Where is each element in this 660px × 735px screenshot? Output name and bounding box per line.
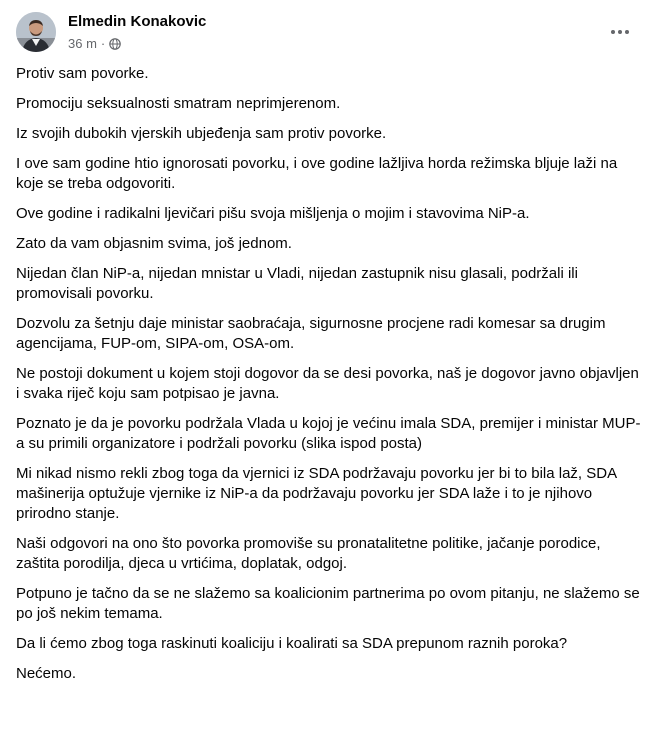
post-header xyxy=(16,12,644,56)
more-options-button[interactable] xyxy=(606,18,634,46)
profile-photo xyxy=(16,12,56,52)
post-paragraph: Protiv sam povorke. xyxy=(16,65,149,82)
post-paragraph: Da li ćemo zbog toga raskinuti koaliciju i koalirati sa SDA prepunom raznih poroka? xyxy=(16,635,568,652)
post-paragraph: Ove godine i radikalni ljevičari pišu svoja mišljenja o mojim i stavovima NiP-a. xyxy=(16,205,530,222)
post-paragraph: Dozvolu za šetnju daje ministar saobraćaja, sigurnosne procjene radi komesar sa drugim agencijama, FUP-om, SIPA-om, OSA-om. xyxy=(16,315,606,352)
author-name[interactable]: Elmedin Konakovic xyxy=(68,13,207,30)
globe-icon[interactable] xyxy=(109,38,121,50)
post-paragraph: Nećemo. xyxy=(16,665,77,682)
post-body xyxy=(16,64,644,694)
post-paragraph: Potpuno je tačno da se ne slažemo sa koalicionim partnerima po ovom pitanju, ne slažemo se po još nekim temama. xyxy=(16,585,640,622)
post-paragraph: Nijedan član NiP-a, nijedan mnistar u Vladi, nijedan zastupnik nisu glasali, podržali ili promovisali povorku. xyxy=(16,265,578,302)
post-paragraph: Poznato je da je povorku podržala Vlada u kojoj je većinu imala SDA, premijer i ministar MUP-a su primili organizatore i podržali povorku (slika ispod posta) xyxy=(16,415,641,452)
post-paragraph: Naši odgovori na ono što povorka promoviše su pronatalitetne politike, jačanje porodice, zaštita porodilja, djeca u vrtićima, doplatak, odgoj. xyxy=(16,535,601,572)
post-paragraph: Mi nikad nismo rekli zbog toga da vjernici iz SDA podržavaju povorku jer bi to bila laž, SDA mašinerija optužuje vjernike iz NiP-a da podržavaju povorku jer SDA laže i to je njihovo prirodno stanje. xyxy=(16,465,617,522)
post-paragraph: I ove sam godine htio ignorosati povorku, i ove godine lažljiva horda režimska bljuje laži na koje se treba odgovoriti. xyxy=(16,155,618,192)
post-paragraph: Promociju seksualnosti smatram neprimjerenom. xyxy=(16,95,341,112)
post-paragraph: Ne postoji dokument u kojem stoji dogovor da se desi povorka, naš je dogovor javno objavljen i svaka riječ koju sam potpisao je javna. xyxy=(16,365,639,402)
avatar[interactable] xyxy=(16,12,56,52)
more-dot xyxy=(618,30,622,34)
more-dot xyxy=(611,30,615,34)
more-dot xyxy=(625,30,629,34)
post-time[interactable]: 36 m xyxy=(68,36,97,51)
post-paragraph: Iz svojih dubokih vjerskih ubjeđenja sam protiv povorke. xyxy=(16,125,387,142)
post-meta xyxy=(68,36,121,51)
meta-separator: · xyxy=(100,36,106,51)
post-paragraph: Zato da vam objasnim svima, još jednom. xyxy=(16,235,292,252)
